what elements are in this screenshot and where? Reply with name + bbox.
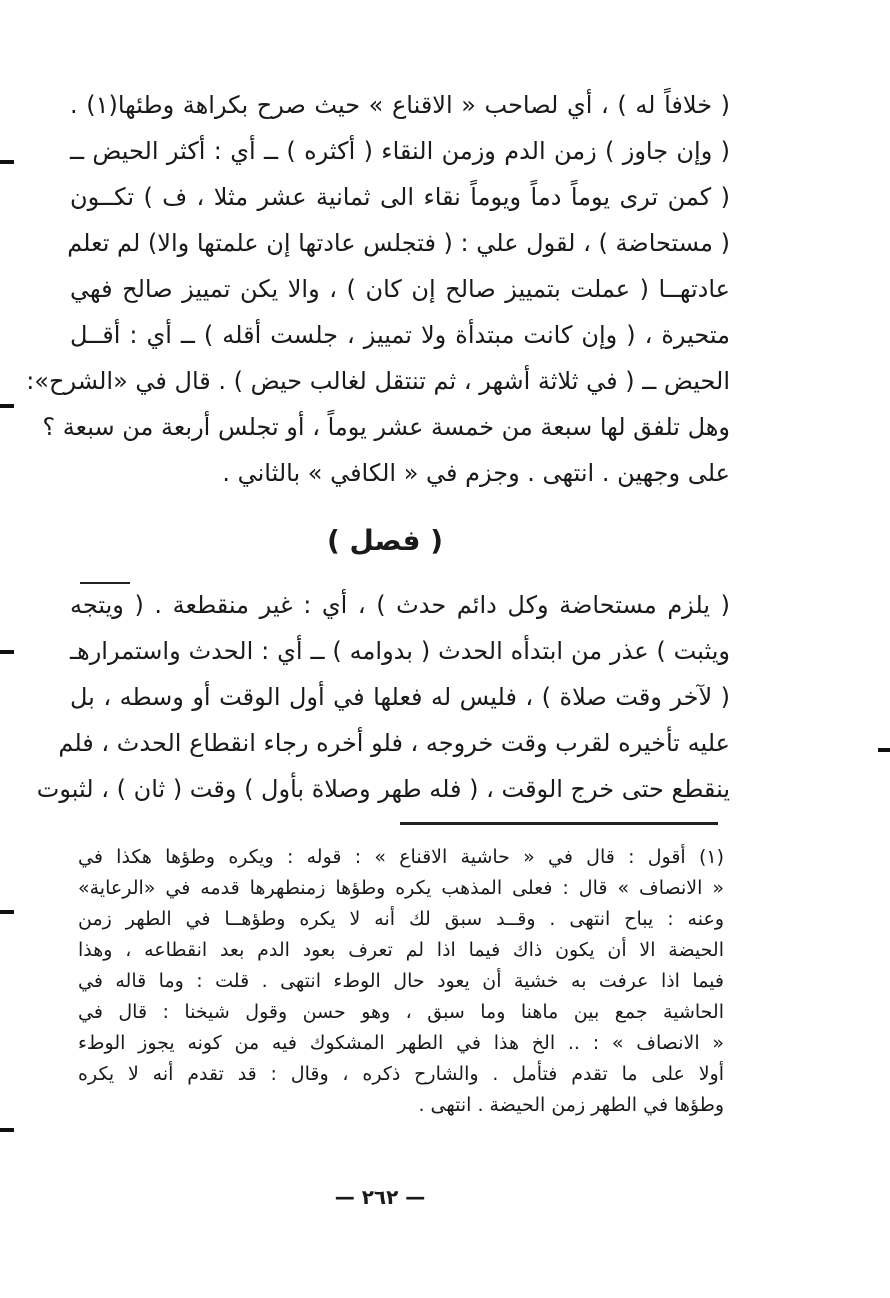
binding-mark — [0, 1128, 14, 1132]
page-number: — ٢٦٢ — — [334, 1185, 426, 1209]
text-line: ( مستحاضة ) ، لقول علي : ( فتجلس عادتها إن علمتها والا) لم تعلم — [67, 229, 730, 257]
body-paragraph-1 — [26, 82, 730, 496]
text-line: ( يلزم مستحاضة وكل دائم حدث ) ، أي : غير منقطعة . ( ويتجه — [70, 591, 730, 619]
footnote-line: الحيضة الا أن يكون ذاك فيما اذا لم تعرف بعود الدم بعد انقطاعه ، وهذا — [78, 939, 724, 961]
footnote-line: « الانصاف » : .. الخ هذا في الطهر المشكوك فيه من كونه يجوز الوطء — [78, 1032, 724, 1054]
text-line: عادتهــا ( عملت بتمييز صالح إن كان ) ، والا يكن تمييز صالح فهي — [70, 275, 730, 303]
footnote-line: « الانصاف » قال : فعلى المذهب يكره وطؤها زمنطهرها قدمه في «الرعاية» — [78, 877, 724, 899]
text-line: ويثبت ) عذر من ابتدأه الحدث ( بدوامه ) ــ أي : الحدث واستمرارهـ — [70, 637, 730, 665]
footnote-line: الحاشية جمع بين ماهنا وما سبق ، وهو حسن وقول شيخنا : قال في — [78, 1001, 724, 1023]
footnote-separator — [400, 822, 718, 825]
binding-mark — [0, 404, 14, 408]
footnotes — [78, 842, 724, 1121]
footnote-line: أولا على ما تقدم فتأمل . والشارح ذكره ، وقال : قد تقدم أنه لا يكره — [78, 1063, 724, 1085]
footnote-line: وعنه : يباح انتهى . وقــد سبق لك أنه لا يكره وطؤهــا في الطهر زمن — [78, 908, 724, 930]
binding-mark — [0, 910, 14, 914]
text-line: متحيرة ، ( وإن كانت مبتدأة ولا تمييز ، جلست أقله ) ــ أي : أقــل — [70, 321, 730, 349]
text-line: وهل تلفق لها سبعة من خمسة عشر يوماً ، أو تجلس أربعة من سبعة ؟ — [42, 413, 730, 441]
footnote-line: (١) أقول : قال في « حاشية الاقناع » : قوله : ويكره وطؤها هكذا في — [78, 846, 724, 868]
binding-mark — [0, 160, 14, 164]
text-line: الحيض ــ ( في ثلاثة أشهر ، ثم تنتقل لغالب حيض ) . قال في «الشرح»: — [26, 367, 730, 395]
text-line: ( لآخر وقت صلاة ) ، فليس له فعلها في أول الوقت أو وسطه ، بل — [70, 683, 730, 711]
text-line: عليه تأخيره لقرب وقت خروجه ، فلو أخره رجاء انقطاع الحدث ، فلم — [58, 729, 730, 757]
footnote-line: وطؤها في الطهر زمن الحيضة . انتهى . — [418, 1094, 724, 1116]
text-line: ( وإن جاوز ) زمن الدم وزمن النقاء ( أكثره ) ــ أي : أكثر الحيض ــ — [70, 137, 730, 165]
text-line: على وجهين . انتهى . وجزم في « الكافي » بالثاني . — [222, 459, 730, 487]
section-title: ( فصل ) — [326, 524, 443, 557]
footnote-line: فيما اذا عرفت به خشية أن يعود حال الوطء انتهى . قلت : وما قاله في — [78, 970, 724, 992]
body-paragraph-2 — [36, 582, 730, 812]
text-line: ( كمن ترى يوماً دماً ويوماً نقاء الى ثمانية عشر مثلا ، ف ) تكــون — [70, 183, 730, 211]
binding-mark — [878, 748, 890, 752]
text-line: ( خلافاً له ) ، أي لصاحب « الاقناع » حيث صرح بكراهة وطئها(١) . — [70, 91, 730, 119]
text-line: ينقطع حتى خرج الوقت ، ( فله طهر وصلاة بأول ) وقت ( ثان ) ، لثبوت — [36, 775, 730, 803]
binding-mark — [0, 650, 14, 654]
